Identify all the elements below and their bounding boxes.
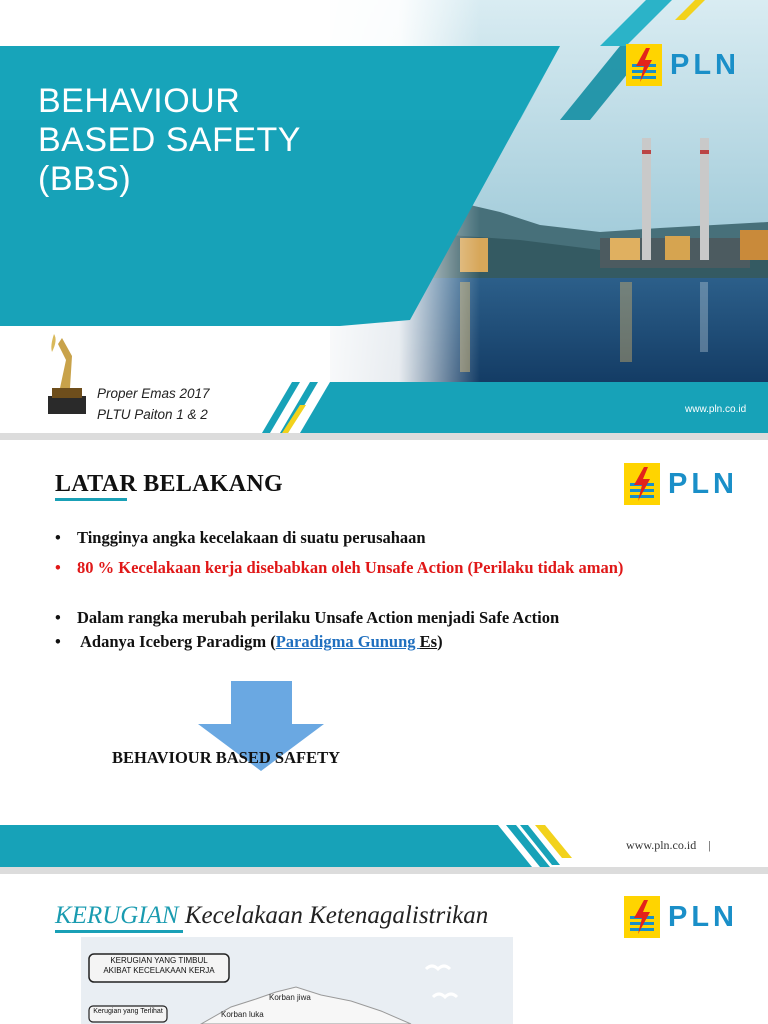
award-line: Proper Emas 2017 <box>97 386 210 401</box>
heading-underline <box>55 498 127 501</box>
paradigma-link[interactable]: Paradigma Gunung <box>275 632 420 651</box>
bullet-dot: • <box>55 528 61 547</box>
website-url[interactable]: www.pln.co.id <box>685 404 747 415</box>
pln-logo <box>624 463 738 505</box>
pln-lightning-icon <box>626 44 662 86</box>
death-victim-label: Korban jiwa <box>269 993 311 1002</box>
heading-underline <box>55 930 183 933</box>
bullet-dot: • <box>55 608 61 627</box>
heading-rest: Kecelakaan Ketenagalistrikan <box>178 902 489 929</box>
visible-loss-label: Kerugian yang Terlihat <box>93 1008 163 1015</box>
footer-url-text[interactable]: www.pln.co.id <box>626 838 697 852</box>
heading-accent: KERUGIAN <box>55 902 179 929</box>
title-line: (BBS) <box>38 160 132 198</box>
logo-text: PLN <box>668 467 738 500</box>
bullet-text: 80 % Kecelakaan kerja disebabkan oleh Unsafe Action (Perilaku tidak aman) <box>77 558 624 577</box>
injury-victim-label: Korban luka <box>221 1010 264 1019</box>
footer-separator: | <box>708 838 711 852</box>
bullet-text-post: ) <box>437 632 443 651</box>
title-line: BEHAVIOUR <box>38 82 241 120</box>
iceberg-diagram <box>81 937 513 1024</box>
bullet-text: Dalam rangka merubah perilaku Unsafe Action menjadi Safe Action <box>77 608 560 627</box>
slide-heading <box>55 902 488 930</box>
bullet-text-pre: Adanya Iceberg Paradigm ( <box>80 632 276 651</box>
bullet-text-underlined: Es <box>419 632 438 651</box>
slide-title <box>0 0 768 433</box>
pln-logo <box>626 44 740 86</box>
award-caption <box>97 383 210 425</box>
presentation-title <box>38 82 301 199</box>
bullet-text <box>80 632 680 652</box>
logo-text: PLN <box>668 900 738 933</box>
award-line: PLTU Paiton 1 & 2 <box>97 407 208 422</box>
footer-url[interactable] <box>626 838 711 853</box>
logo-text: PLN <box>670 48 740 81</box>
bullet-dot: • <box>55 558 61 577</box>
diagram-title-line: KERUGIAN YANG TIMBUL <box>110 956 208 965</box>
diagram-title-line: AKIBAT KECELAKAAN KERJA <box>103 966 215 975</box>
arrow-label: BEHAVIOUR BASED SAFETY <box>112 748 341 767</box>
title-line: BASED SAFETY <box>38 121 301 159</box>
bullet-dot: • <box>55 632 61 651</box>
bullet-text: Tingginya angka kecelakaan di suatu perusahaan <box>77 528 426 547</box>
pln-lightning-icon <box>624 896 660 938</box>
pln-lightning-icon <box>624 463 660 505</box>
pln-logo <box>624 896 738 938</box>
diagram-title-box <box>91 956 227 976</box>
slide-heading: LATAR BELAKANG <box>55 471 284 497</box>
